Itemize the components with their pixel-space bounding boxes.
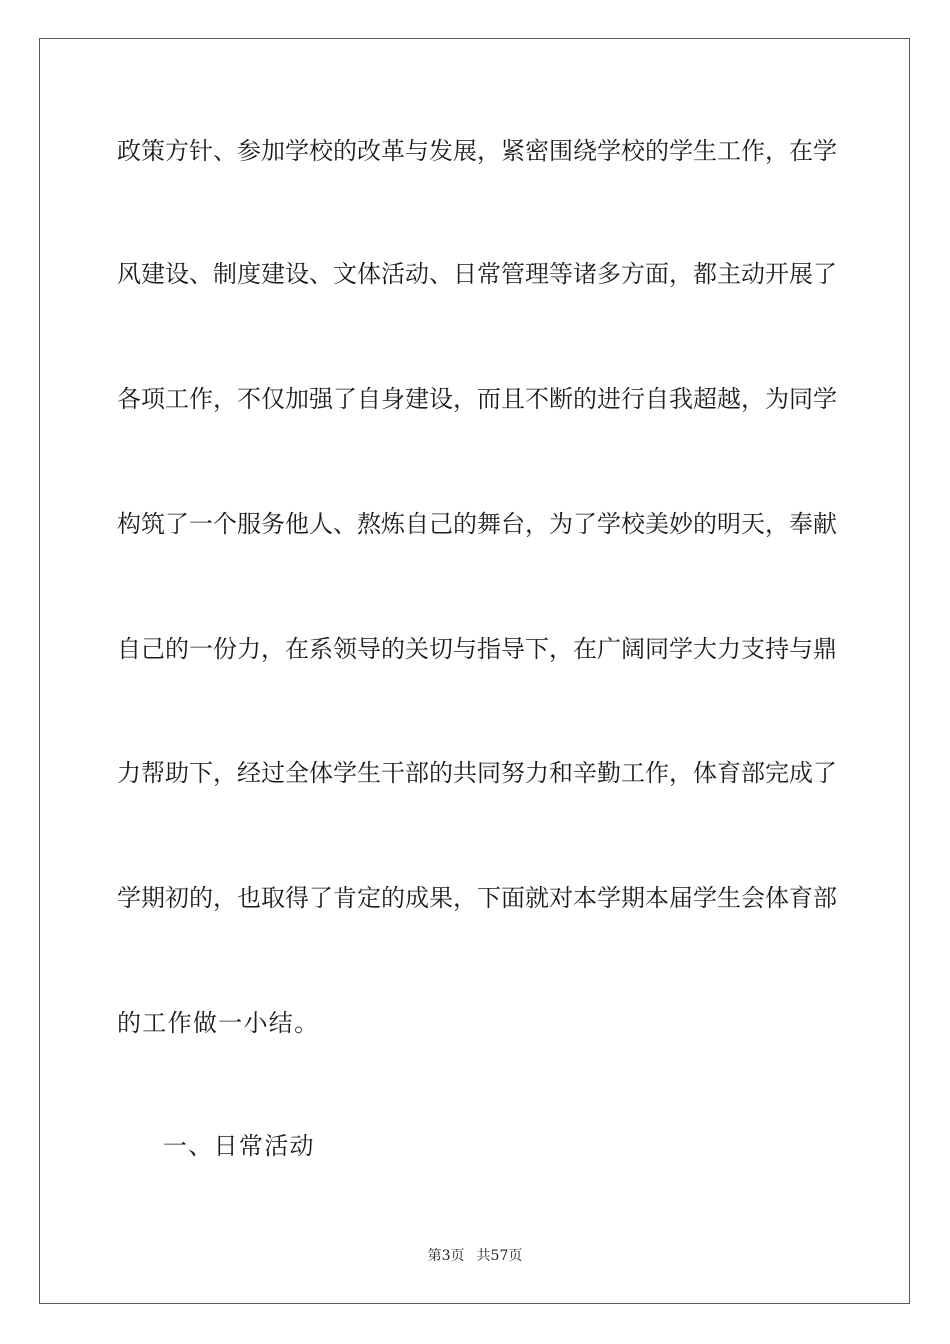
body-text-line: 学期初的，也取得了肯定的成果，下面就对本学期本届学生会体育部 [117, 884, 837, 912]
section-heading: 一、日常活动 [163, 1132, 315, 1160]
page-footer [0, 1247, 950, 1265]
body-text-line: 政策方针、参加学校的改革与发展，紧密围绕学校的学生工作，在学 [117, 137, 837, 165]
body-text-line: 各项工作，不仅加强了自身建设，而且不断的进行自我超越，为同学 [117, 385, 837, 413]
body-text-line: 构筑了一个服务他人、熬炼自己的舞台，为了学校美妙的明天，奉献 [117, 510, 837, 538]
total-pages: 共57页 [476, 1248, 523, 1264]
page-number: 第3页 [427, 1248, 465, 1264]
page-border [39, 38, 910, 1304]
body-text-line: 自己的一份力，在系领导的关切与指导下，在广阔同学大力支持与鼎 [117, 635, 837, 663]
body-text-line-last: 的工作做一小结。 [117, 1009, 320, 1037]
body-text-line: 力帮助下，经过全体学生干部的共同努力和辛勤工作，体育部完成了 [117, 759, 837, 787]
body-text-line: 风建设、制度建设、文体活动、日常管理等诸多方面，都主动开展了 [117, 260, 837, 288]
